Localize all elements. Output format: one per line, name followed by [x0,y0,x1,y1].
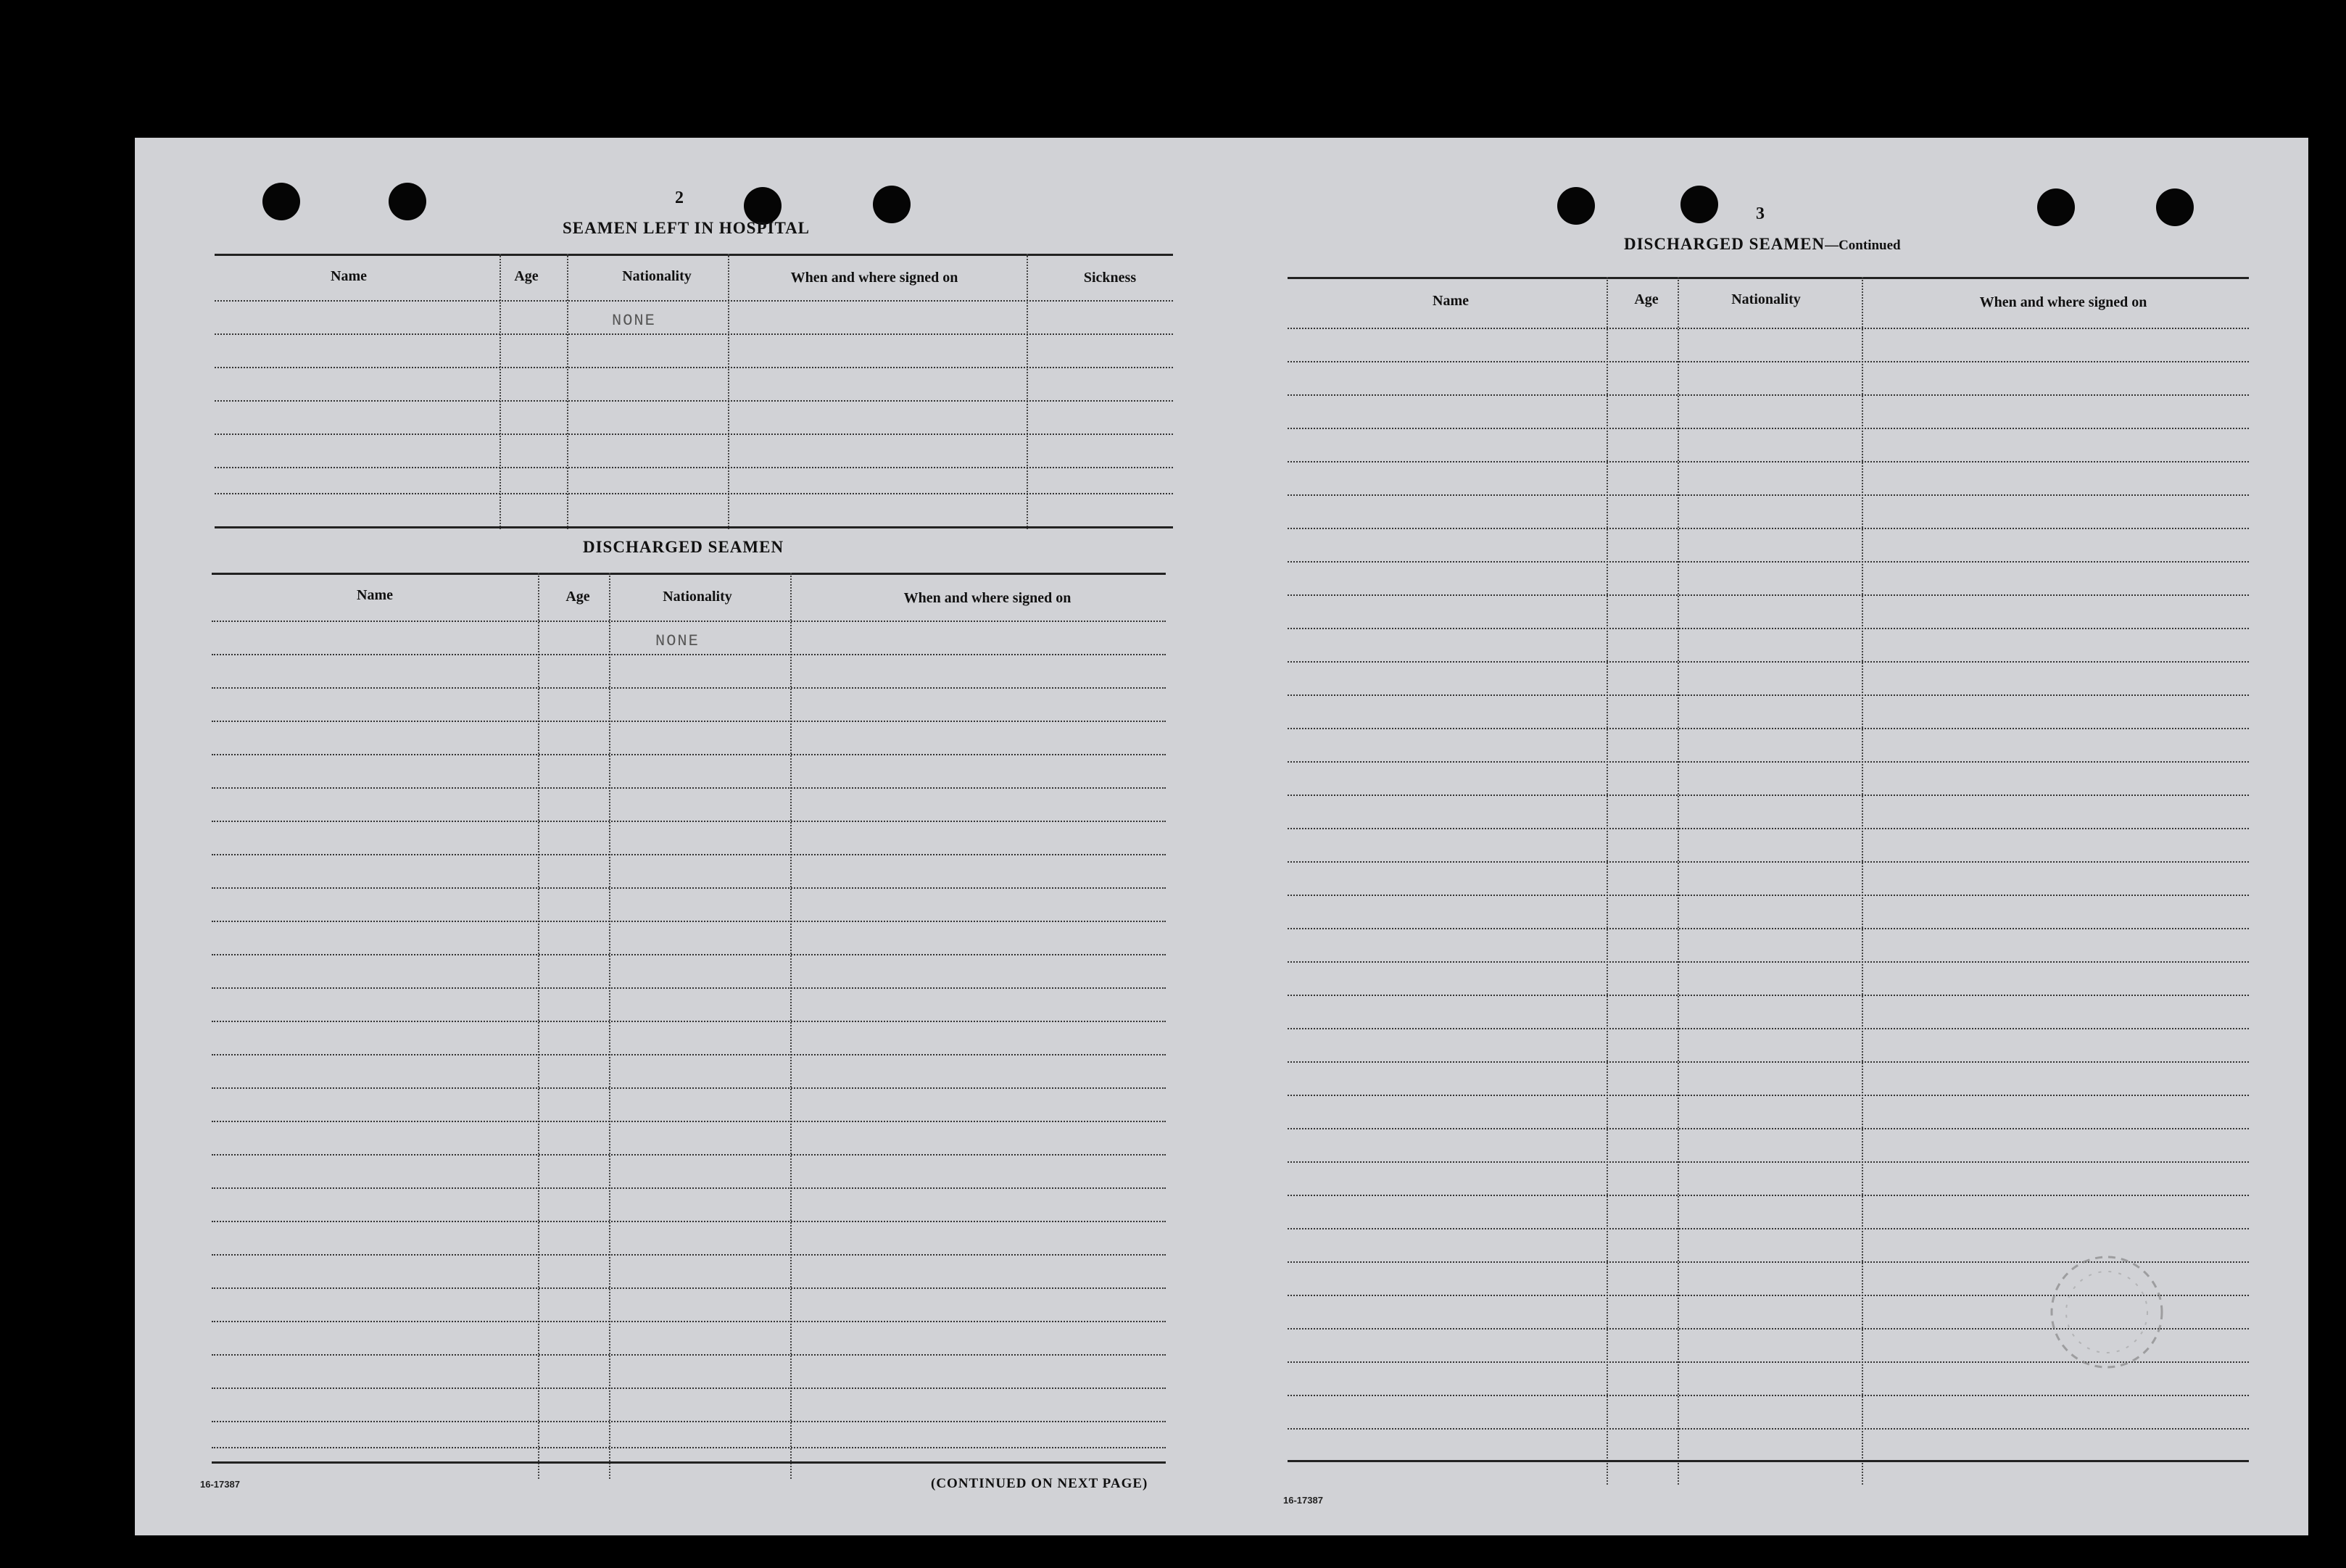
page-number: 2 [675,188,684,207]
column-header-name: Name [1433,293,1469,309]
column-header-name: Name [357,587,393,603]
column-header-signed-on: When and where signed on [790,270,958,286]
form-number: 16-17387 [200,1479,240,1490]
punch-hole [2037,188,2075,226]
document-sheet [135,138,2308,1535]
column-header-sickness: Sickness [1083,270,1137,286]
right-page [1222,138,2308,1535]
punch-hole [1680,186,1718,223]
hospital-table [215,254,1173,529]
punch-hole [1557,187,1595,225]
punch-hole [873,186,911,223]
punch-hole [262,183,300,220]
form-number: 16-17387 [1283,1495,1323,1506]
column-header-age: Age [514,268,539,284]
column-header-nationality: Nationality [663,589,732,605]
hospital-nationality-entry: NONE [612,312,656,330]
hospital-section-title: SEAMEN LEFT IN HOSPITAL [563,219,811,237]
discharged-continued-title-suffix: —Continued [1825,238,1901,253]
punch-hole [389,183,426,220]
column-header-age: Age [1634,291,1659,307]
punch-hole [2156,188,2194,226]
page-number: 3 [1756,204,1765,223]
faint-stamp [2042,1247,2172,1377]
discharged-continued-title [1624,235,1901,254]
column-header-nationality: Nationality [1731,291,1801,307]
column-header-age: Age [565,589,590,605]
column-header-signed-on: When and where signed on [903,590,1072,606]
discharged-table [212,573,1166,1479]
continued-note: (CONTINUED ON NEXT PAGE) [931,1476,1148,1491]
discharged-continued-title-main: DISCHARGED SEAMEN [1624,235,1825,253]
discharged-nationality-entry: NONE [655,632,700,650]
discharged-section-title: DISCHARGED SEAMEN [583,538,784,556]
column-header-nationality: Nationality [622,268,692,284]
column-header-signed-on: When and where signed on [1979,294,2147,310]
left-page [135,138,1222,1535]
column-header-name: Name [331,268,367,284]
